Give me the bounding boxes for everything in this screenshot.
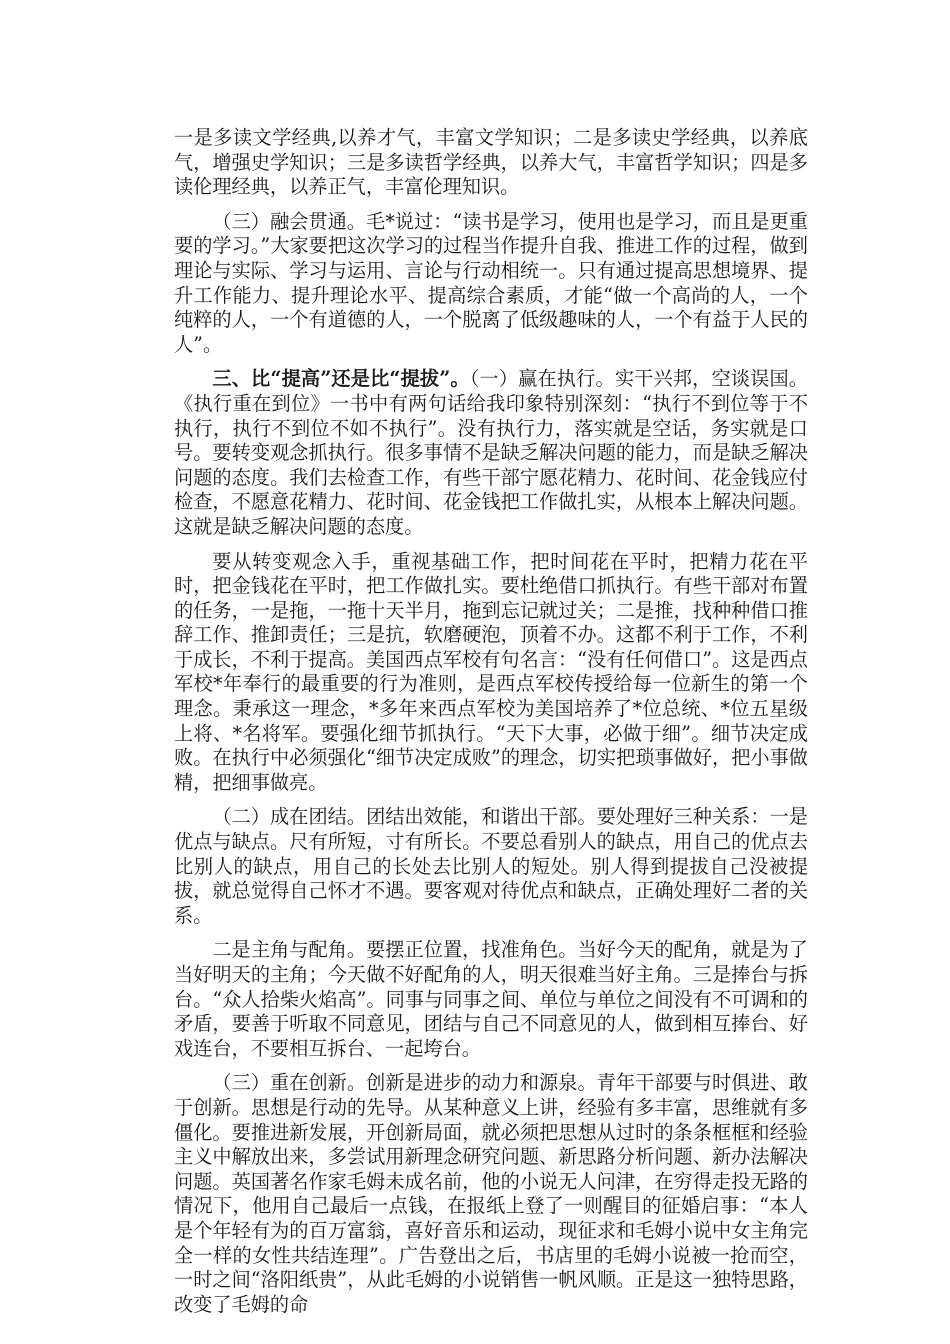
paragraph-text: （三）重在创新。创新是进步的动力和源泉。青年干部要与时俱进、敢于创新。思想是行动的先导。从某种意义上讲，经验有多丰富，思维就有多僵化。要推进新发展，开创新局面，就必须把思想从过时的条条框框和经验主义中解放出来，多尝试用新理念研究问题、新思路分析问题、新办法解决问题。英国著名作家毛姆未成名前，他的小说无人问津，在穷得走投无路的情况下，他用自己最后一点钱，在报纸上登了一则醒目的征婚启事：“本人是个年轻有为的百万富翁，喜好音乐和运动，现征求和毛姆小说中女主角完全一样的女性共结连理”。广告登出之后，书店里的毛姆小说被一抢而空，一时之间“洛阳纸贵”，从此毛姆的小说销售一帆风顺。正是这一独特思路，改变了毛姆的命 [174,1071,808,1316]
paragraph-reading-classics [174,126,808,200]
paragraph-text: （一）赢在执行。实干兴邦，空谈误国。《执行重在到位》一书中有两句话给我印象特别深刻：“执行不到位等于不执行，执行不到位不如不执行”。没有执行力，落实就是空话，务实就是口号。要转变观念抓执行。很多事情不是缺乏解决问题的能力，而是缺乏解决问题的态度。我们去检查工作，有些干部宁愿花精力、花时间、花金钱应付检查，不愿意花精力、花时间、花金钱把工作做扎实，从根本上解决问题。这就是缺乏解决问题的态度。 [174,367,808,538]
paragraph-text: （二）成在团结。团结出效能，和谐出干部。要处理好三种关系：一是优点与缺点。尺有所短，寸有所长。不要总看别人的缺点，用自己的优点去比别人的缺点，用自己的长处去比别人的短处。别人得到提拔自己没被提拔，就总觉得自己怀才不遇。要客观对待优点和缺点，正确处理好二者的关系。 [174,805,808,927]
paragraph-text: 要从转变观念入手，重视基础工作，把时间花在平时，把精力花在平时，把金钱花在平时，把工作做扎实。要杜绝借口抓执行。有些干部对布置的任务，一是拖，一拖十天半月，拖到忘记就过关；二是推，找种种借口推辞工作、推卸责任；三是抗，软磨硬泡，顶着不办。这都不利于工作，不利于成长，不利于提高。美国西点军校有句名言：“没有任何借口”。这是西点军校*年奉行的最重要的行为准则，是西点军校传授给每一位新生的第一个理念。秉承这一理念，*多年来西点军校为美国培养了*位总统、*位五星级上将、*名将军。要强化细节抓执行。“天下大事，必做于细”。细节决定成败。在执行中必须强化“细节决定成败”的理念，切实把琐事做好，把小事做精，把细事做亮。 [174,549,808,794]
paragraph-section-three [174,367,808,539]
section-heading: 三、比“提高”还是比“提拔”。 [212,367,470,391]
paragraph-text: 一是多读文学经典,以养才气，丰富文学知识；二是多读史学经典，以养底气，增强史学知识；三是多读哲学经典，以养大气，丰富哲学知识；四是多读伦理经典，以养正气，丰富伦理知识。 [174,126,808,199]
paragraph-text: （三）融会贯通。毛*说过：“读书是学习，使用也是学习，而且是更重要的学习。”大家要把这次学习的过程当作提升自我、推进工作的过程，做到理论与实际、学习与运用、言论与行动相统一。只有通过提高思想境界、提升工作能力、提升理论水平、提高综合素质，才能“做一个高尚的人，一个纯粹的人，一个有道德的人，一个脱离了低级趣味的人，一个有益于人民的人”。 [174,209,808,356]
paragraph-text: 二是主角与配角。要摆正位置，找准角色。当好今天的配角，就是为了当好明天的主角；今天做不好配角的人，明天很难当好主角。三是捧台与拆台。“众人拾柴火焰高”。同事与同事之间、单位与单位之间没有不可调和的矛盾，要善于听取不同意见，团结与自己不同意见的人，做到相互捧台、好戏连台，不要相互拆台、一起垮台。 [174,938,808,1060]
paragraph-innovation [174,1071,808,1317]
document-body [174,126,808,1327]
paragraph-execution [174,550,808,796]
paragraph-roles [174,938,808,1061]
paragraph-unity [174,805,808,928]
paragraph-integration [174,210,808,358]
